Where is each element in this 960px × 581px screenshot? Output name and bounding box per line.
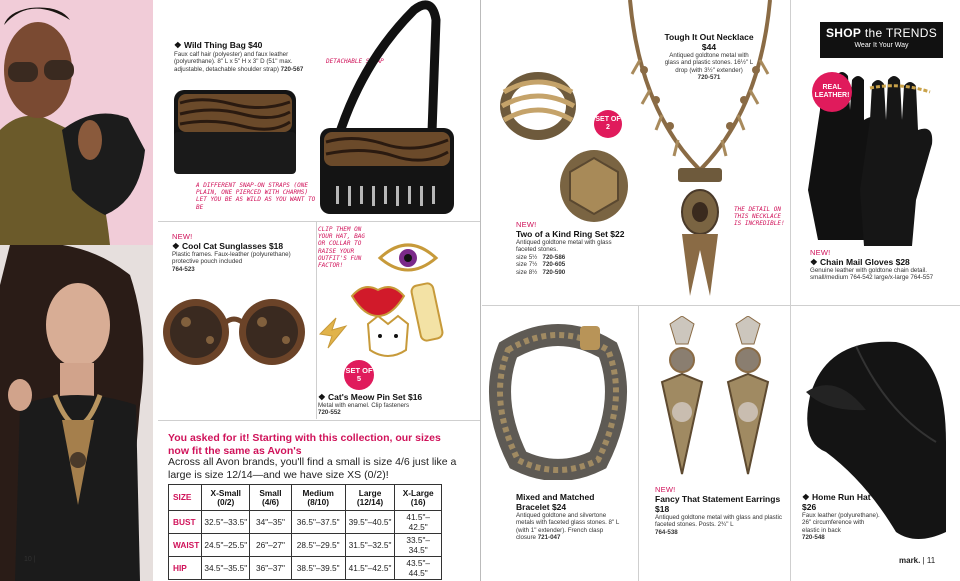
trends-title-a: SHOP bbox=[826, 26, 862, 40]
product-bullet-icon: ❖ bbox=[810, 257, 818, 267]
product-name: Home Run Hat bbox=[812, 492, 871, 502]
product-price: $18 bbox=[268, 241, 284, 251]
product-price: $24 bbox=[551, 502, 567, 512]
size-cell: 24.5"–25.5" bbox=[202, 534, 250, 557]
size-cell: 38.5"–39.5" bbox=[291, 557, 345, 580]
pin-set-copy bbox=[318, 392, 468, 417]
size-cell: 41.5"–42.5" bbox=[345, 557, 395, 580]
product-description: Antiqued goldtone and silvertone metals with faceted glass stones. 8" L (with 1" extender). French clasp closure bbox=[516, 512, 620, 542]
size-chart-row bbox=[169, 511, 442, 534]
size-cell: 33.5"–34.5" bbox=[395, 534, 442, 557]
product-code: 720-552 bbox=[318, 409, 341, 417]
product-price: $22 bbox=[610, 229, 625, 239]
product-description: Plastic frames. Faux-leather (polyurethane) protective pouch included bbox=[172, 251, 291, 266]
model-photo-column bbox=[0, 0, 153, 581]
pins-note: CLIP THEM ON YOUR HAT, BAG OR COLLAR TO RAISE YOUR OUTFIT'S FUN FACTOR! bbox=[318, 226, 365, 270]
page-number: 10 bbox=[24, 556, 32, 563]
size-chart-subtext: Across all Avon brands, you'll find a small is size 4/6 just like a large is size 12/14—and we have size XS (0/2)! bbox=[168, 456, 457, 481]
size-row-label: BUST bbox=[169, 511, 202, 534]
size-header-cell: SIZE bbox=[169, 485, 202, 511]
size-header-cell: Large (12/14) bbox=[345, 485, 395, 511]
size-cell: 26"–27" bbox=[250, 534, 291, 557]
size-chart-table bbox=[168, 484, 442, 580]
product-description: Antiqued goldtone metal with glass and plastic faceted stones. Posts. 2¾" L bbox=[655, 514, 782, 529]
bracelet-image bbox=[488, 320, 628, 480]
divider bbox=[316, 221, 317, 419]
new-tag: NEW! bbox=[810, 248, 831, 257]
product-price: $28 bbox=[895, 257, 910, 267]
product-code: 720-605 bbox=[542, 261, 566, 269]
product-price: $26 bbox=[802, 502, 817, 512]
bag-image-charms bbox=[314, 0, 462, 220]
product-price: $18 bbox=[655, 504, 670, 514]
earrings-copy bbox=[655, 485, 783, 536]
product-code: 764-523 bbox=[172, 265, 195, 273]
wild-thing-bag-copy bbox=[174, 40, 322, 73]
new-tag: NEW! bbox=[655, 485, 676, 494]
size-chart-headline: You asked for it! Starting with this collection, our sizes now fit the same as Avon's bbox=[168, 432, 441, 457]
product-code: 720-567 bbox=[280, 65, 304, 73]
product-code: 764-538 bbox=[655, 528, 678, 536]
pin-set-image bbox=[318, 236, 474, 376]
product-code: 720-571 bbox=[697, 74, 721, 82]
bag-image-plain bbox=[172, 88, 298, 176]
product-bullet-icon: ❖ bbox=[802, 492, 810, 502]
page-footer-right: mark. | 11 bbox=[899, 556, 936, 565]
shop-the-trends-header bbox=[820, 22, 943, 58]
product-code: 720-548 bbox=[802, 534, 825, 542]
detachable-strap-note: DETACHABLE STRAP bbox=[326, 58, 384, 65]
product-price: $40 bbox=[248, 40, 263, 50]
product-price: $44 bbox=[701, 42, 717, 52]
size-cell: 34.5"–35.5" bbox=[202, 557, 250, 580]
product-name: Wild Thing Bag bbox=[184, 40, 246, 50]
size-chart-row bbox=[169, 534, 442, 557]
page-number-left: 10 | bbox=[24, 556, 36, 563]
size-cell: 43.5"–44.5" bbox=[395, 557, 442, 580]
product-description: Genuine leather with goldtone chain detail. bbox=[810, 267, 927, 274]
size-header-cell: X-Large (16) bbox=[395, 485, 442, 511]
size-cell: 39.5"–40.5" bbox=[345, 511, 395, 534]
size-cell: 28.5"–29.5" bbox=[291, 534, 345, 557]
ring-size: size 8½ bbox=[516, 268, 538, 276]
size-row-label: HIP bbox=[169, 557, 202, 580]
brand-logo: mark. bbox=[899, 556, 921, 565]
size-header-cell: Medium (8/10) bbox=[291, 485, 345, 511]
product-name: Cool Cat Sunglasses bbox=[182, 241, 267, 251]
product-description: Antiqued goldtone metal with glass faceted stones. bbox=[516, 239, 612, 254]
product-bullet-icon: ❖ bbox=[318, 392, 326, 402]
divider bbox=[638, 305, 639, 581]
set-of-5-badge: SET OF 5 bbox=[344, 360, 374, 390]
size-cell: 41.5"–42.5" bbox=[395, 511, 442, 534]
product-code: 721-047 bbox=[537, 534, 561, 542]
necklace-detail-note: THE DETAIL ON THIS NECKLACE IS INCREDIBLE! bbox=[734, 206, 785, 228]
trends-subtitle: Wear It Your Way bbox=[854, 42, 909, 49]
product-description: Metal with enamel. Clip fasteners bbox=[318, 402, 410, 409]
hat-copy bbox=[802, 492, 882, 542]
product-description: Faux calf hair (polyester) and faux leather (polyurethane). 8" L x 5" H x 3" D (51" max. adjustable, detachable shoulder strap) bbox=[174, 51, 293, 73]
product-price: $16 bbox=[407, 392, 423, 402]
product-name: Two of a Kind Ring Set bbox=[516, 229, 608, 239]
divider bbox=[158, 420, 480, 421]
product-name: Fancy That Statement Earrings bbox=[655, 494, 781, 504]
size-cell: 36.5"–37.5" bbox=[291, 511, 345, 534]
new-tag: NEW! bbox=[516, 220, 537, 229]
gloves-copy bbox=[810, 248, 954, 282]
product-bullet-icon: ❖ bbox=[174, 40, 182, 50]
size-header-cell: Small (4/6) bbox=[250, 485, 291, 511]
size-cell: 32.5"–33.5" bbox=[202, 511, 250, 534]
snap-on-straps-note: A DIFFERENT SNAP-ON STRAPS (ONE PLAIN, ONE PIERCED WITH CHARMS) LET YOU BE AS WILD AS YOU WANT TO BE bbox=[196, 182, 316, 211]
product-name: Chain Mail Gloves bbox=[820, 257, 894, 267]
size-row-label: WAIST bbox=[169, 534, 202, 557]
divider bbox=[482, 305, 960, 306]
divider bbox=[158, 221, 480, 222]
size-cell: 36"–37" bbox=[250, 557, 291, 580]
product-code: 720-586 bbox=[542, 253, 566, 261]
trends-title-b: the TRENDS bbox=[864, 26, 937, 40]
earrings-image bbox=[650, 316, 780, 478]
product-name: Tough It Out Necklace bbox=[664, 32, 754, 42]
product-code: 720-590 bbox=[542, 268, 566, 276]
product-name: Cat's Meow Pin Set bbox=[328, 392, 406, 402]
sunglasses-copy bbox=[172, 232, 312, 273]
model-photo-sunglasses bbox=[0, 0, 153, 245]
product-description: Antiqued goldtone metal with glass and plastic stones. 16½" L drop (with 3½" extender) bbox=[664, 52, 754, 74]
size-header-cell: X-Small (0/2) bbox=[202, 485, 250, 511]
ring-size: size 5½ bbox=[516, 253, 538, 261]
real-leather-badge: REAL LEATHER! bbox=[812, 72, 852, 112]
model-photo-necklace bbox=[0, 245, 153, 581]
size-chart-row bbox=[169, 557, 442, 580]
bracelet-copy bbox=[516, 492, 620, 542]
set-of-2-badge: SET OF 2 bbox=[594, 110, 622, 138]
divider bbox=[790, 0, 791, 581]
necklace-image bbox=[600, 0, 800, 300]
size-cell: 34"–35" bbox=[250, 511, 291, 534]
size-cell: 31.5"–32.5" bbox=[345, 534, 395, 557]
page-gutter bbox=[480, 0, 481, 581]
size-chart-header-row bbox=[169, 485, 442, 511]
glove-sizes: small/medium 764-542 large/x-large 764-557 bbox=[810, 274, 934, 282]
product-bullet-icon: ❖ bbox=[172, 241, 180, 251]
product-description: Faux leather (polyurethane). 26" circumference with elastic in back bbox=[802, 512, 880, 534]
page-number: 11 bbox=[926, 556, 936, 565]
ring-size: size 7½ bbox=[516, 261, 538, 269]
product-name: Mixed and Matched Bracelet bbox=[516, 492, 595, 512]
new-tag: NEW! bbox=[172, 232, 193, 241]
sunglasses-image bbox=[156, 292, 312, 368]
